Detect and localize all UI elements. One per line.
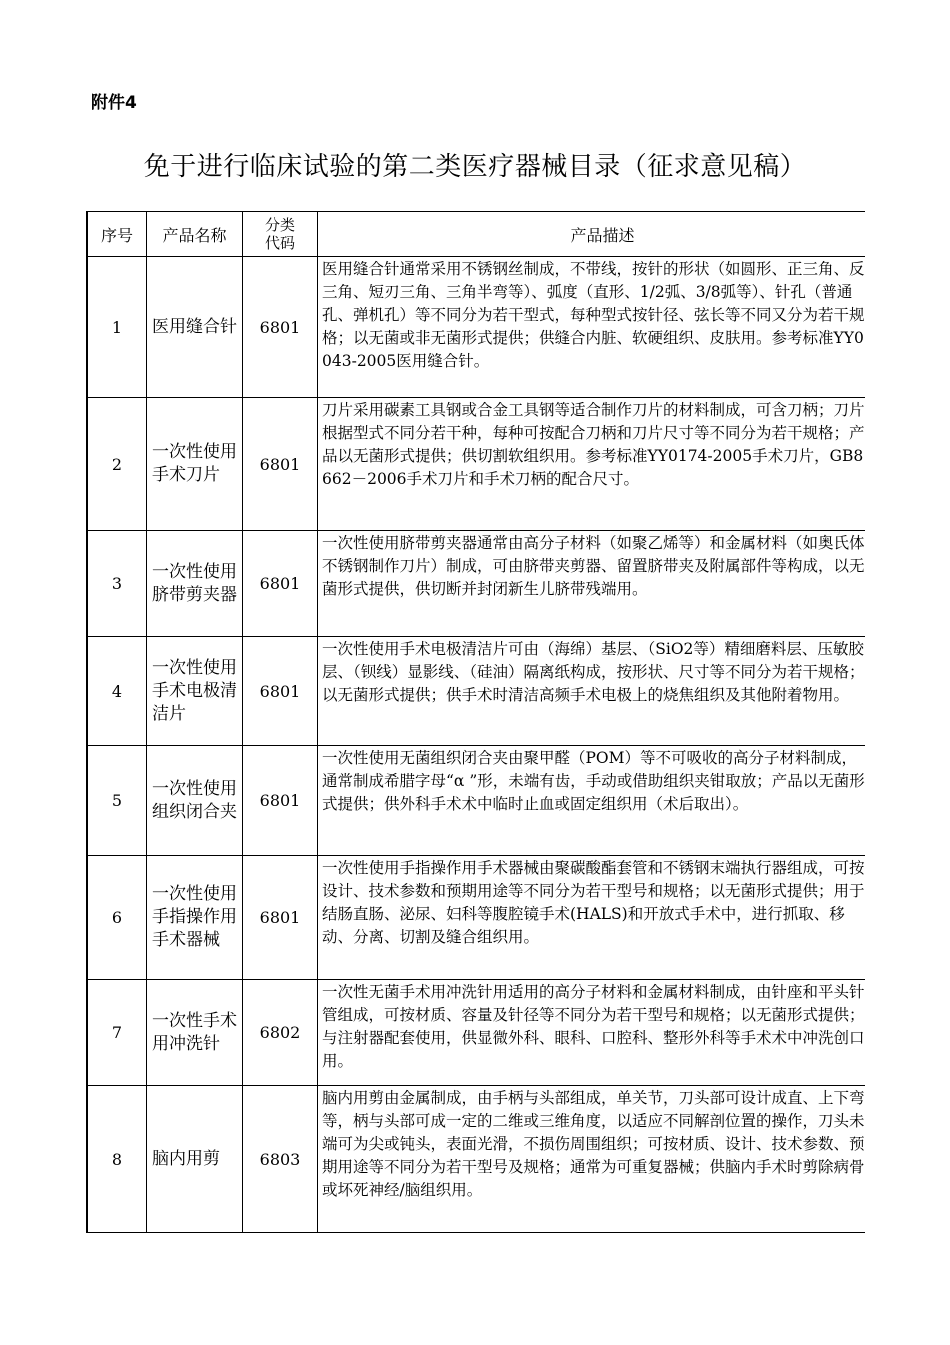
row-name: 一次性使用脐带剪夹器 [147, 531, 243, 637]
row-name: 脑内用剪 [147, 1086, 243, 1233]
row-name: 一次性使用手术电极清洁片 [147, 637, 243, 746]
row-name: 一次性手术用冲洗针 [147, 980, 243, 1086]
row-code: 6803 [243, 1086, 318, 1233]
row-index: 3 [88, 531, 147, 637]
row-description: 一次性使用手术电极清洁片可由（海绵）基层、（SiO2等）精细磨料层、压敏胶层、（钡线）显影线、（硅油）隔离纸构成，按形状、尺寸等不同分为若干规格；以无菌形式提供；供手术时清洁高频手术电极上的烧焦组织及其他附着物用。 [322, 640, 865, 704]
table-row [88, 856, 866, 980]
row-code: 6802 [243, 980, 318, 1086]
device-table [87, 211, 865, 1233]
row-code: 6801 [243, 531, 318, 637]
row-description-cell [318, 856, 866, 980]
row-description: 脑内用剪由金属制成，由手柄与头部组成，单关节，刀头部可设计成直、上下弯等，柄与头部可成一定的二维或三维角度，以适应不同解剖位置的操作，刀头未端可为尖或钝头，表面光滑，不损伤周围组织；可按材质、设计、技术参数、预期用途等不同分为若干型号及规格；通常为可重复器械；供脑内手术时剪除病骨或坏死神经/脑组织用。 [322, 1089, 865, 1199]
table-row [88, 398, 866, 531]
row-description: 一次性无菌手术用冲洗针用适用的高分子材料和金属材料制成，由针座和平头针管组成，可按材质、容量及针径等不同分为若干型号和规格；以无菌形式提供；与注射器配套使用，供显微外科、眼科、口腔科、整形外科等手术术中冲洗创口用。 [322, 983, 865, 1070]
row-name: 医用缝合针 [147, 257, 243, 398]
table-row [88, 1086, 866, 1233]
row-description-cell [318, 398, 866, 531]
table-header-row [88, 212, 866, 257]
row-name: 一次性使用手指操作用手术器械 [147, 856, 243, 980]
page-title: 免于进行临床试验的第二类医疗器械目录（征求意见稿） [143, 152, 807, 182]
row-index: 4 [88, 637, 147, 746]
table-row [88, 746, 866, 856]
row-description: 一次性使用脐带剪夹器通常由高分子材料（如聚乙烯等）和金属材料（如奥氏体不锈钢制作刀片）制成，可由脐带夹剪器、留置脐带夹及附属部件等构成，以无菌形式提供，供切断并封闭新生儿脐带残端用。 [322, 534, 865, 598]
table-row [88, 980, 866, 1086]
row-index: 5 [88, 746, 147, 856]
row-description-cell [318, 531, 866, 637]
row-code: 6801 [243, 856, 318, 980]
row-description-cell [318, 980, 866, 1086]
row-code: 6801 [243, 746, 318, 856]
row-name: 一次性使用手术刀片 [147, 398, 243, 531]
header-code [243, 212, 318, 257]
row-name: 一次性使用组织闭合夹 [147, 746, 243, 856]
header-description: 产品描述 [318, 212, 866, 257]
row-code: 6801 [243, 257, 318, 398]
row-description: 刀片采用碳素工具钢或合金工具钢等适合制作刀片的材料制成，可含刀柄；刀片根据型式不同分若干种，每种可按配合刀柄和刀片尺寸等不同分为若干规格；产品以无菌形式提供；供切割软组织用。参考标准YY0174-2005手术刀片，GB8662－2006手术刀片和手术刀柄的配合尺寸。 [322, 401, 865, 488]
row-code: 6801 [243, 398, 318, 531]
row-description-cell [318, 257, 866, 398]
header-index: 序号 [88, 212, 147, 257]
row-code: 6801 [243, 637, 318, 746]
attachment-label: 附件4 [91, 93, 137, 113]
row-description-cell [318, 1086, 866, 1233]
header-code-text: 分类代码 [264, 216, 295, 252]
device-table-container [86, 211, 865, 1233]
row-description: 一次性使用无菌组织闭合夹由聚甲醛（POM）等不可吸收的高分子材料制成，通常制成希腊字母“α ”形，未端有齿，手动或借助组织夹钳取放；产品以无菌形式提供；供外科手术术中临时止血或固定组织用（术后取出）。 [322, 749, 865, 813]
row-index: 1 [88, 257, 147, 398]
table-row [88, 531, 866, 637]
row-description-cell [318, 637, 866, 746]
table-row [88, 257, 866, 398]
row-index: 2 [88, 398, 147, 531]
row-description-cell [318, 746, 866, 856]
row-index: 8 [88, 1086, 147, 1233]
row-description: 一次性使用手指操作用手术器械由聚碳酸酯套管和不锈钢末端执行器组成，可按设计、技术参数和预期用途等不同分为若干型号和规格；以无菌形式提供；用于结肠直肠、泌尿、妇科等腹腔镜手术(HALS)和开放式手术中，进行抓取、移动、分离、切割及缝合组织用。 [322, 859, 865, 946]
table-row [88, 637, 866, 746]
header-name: 产品名称 [147, 212, 243, 257]
row-index: 7 [88, 980, 147, 1086]
row-description: 医用缝合针通常采用不锈钢丝制成，不带线，按针的形状（如圆形、正三角、反三角、短刃三角、三角半弯等）、弧度（直形、1/2弧、3/8弧等）、针孔（普通孔、弹机孔）等不同分为若干型式，每种型式按针径、弦长等不同又分为若干规格；以无菌或非无菌形式提供；供缝合内脏、软硬组织、皮肤用。参考标准YY0043-2005医用缝合针。 [322, 260, 865, 370]
row-index: 6 [88, 856, 147, 980]
